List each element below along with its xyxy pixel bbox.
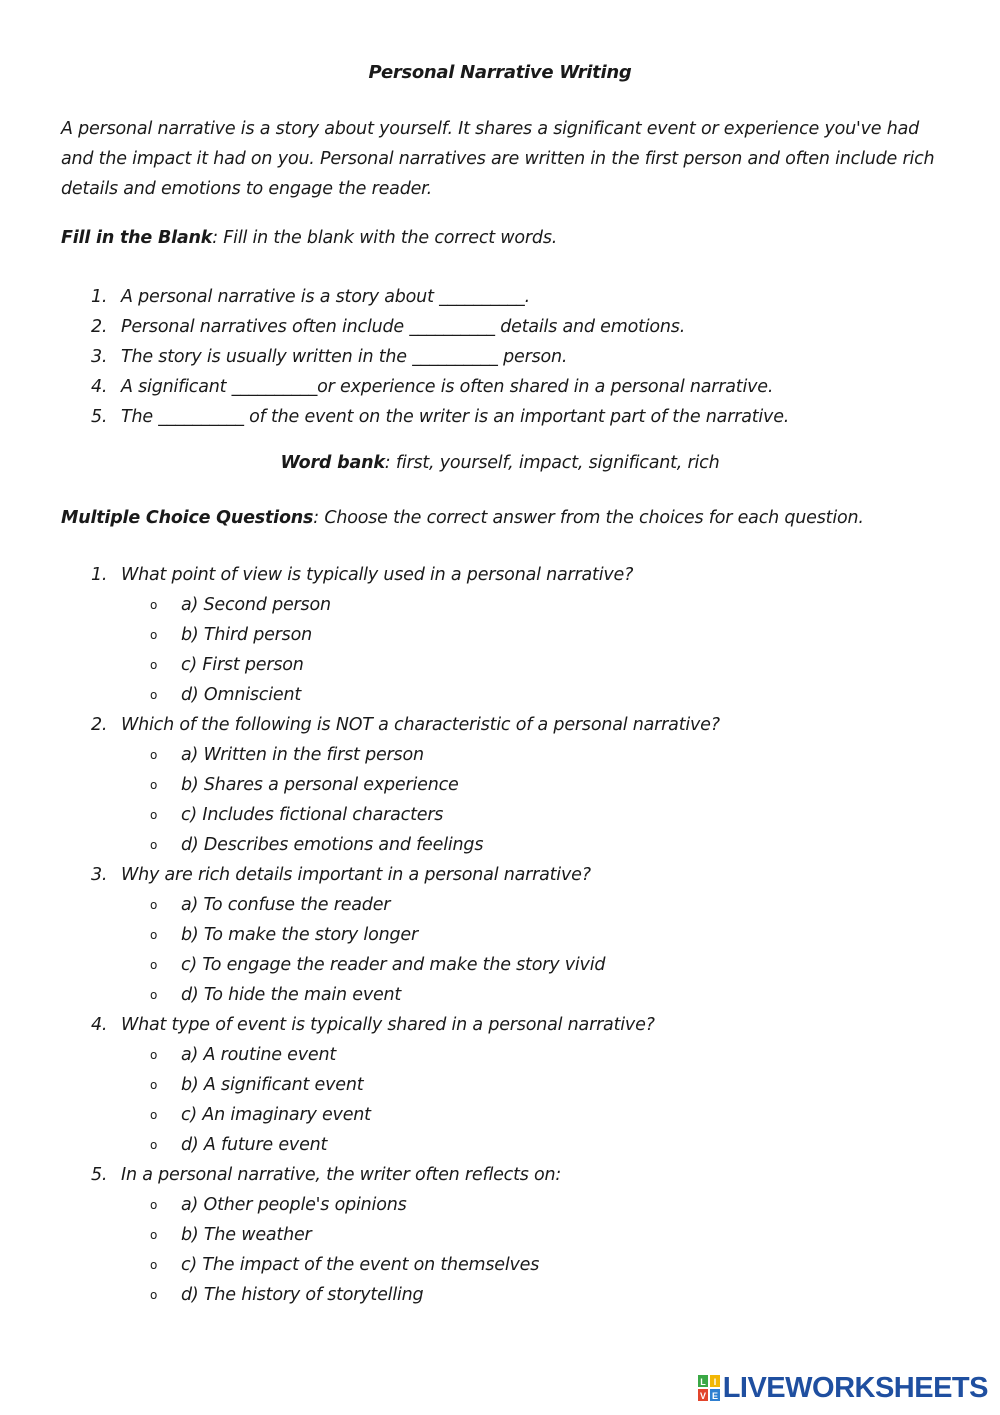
question xyxy=(0,560,1000,590)
question-number: 3. xyxy=(91,865,108,885)
answer-option xyxy=(0,1040,1000,1070)
bullet-circle-icon: o xyxy=(150,628,158,642)
item-number: 2. xyxy=(91,317,108,337)
bullet-circle-icon: o xyxy=(150,1108,158,1122)
logo-letter: E xyxy=(711,1391,718,1401)
answer-option xyxy=(0,830,1000,860)
question-text: What type of event is typically shared in a personal narrative? xyxy=(121,1015,655,1035)
multiple-choice-instruction: : Choose the correct answer from the choices for each question. xyxy=(313,508,864,528)
answer-option-text: b) Third person xyxy=(181,625,312,645)
answer-option-text: a) Other people's opinions xyxy=(181,1195,407,1215)
answer-option xyxy=(0,980,1000,1010)
bullet-circle-icon: o xyxy=(150,838,158,852)
word-bank xyxy=(0,453,1000,473)
word-bank-label: Word bank xyxy=(280,453,385,473)
answer-option xyxy=(0,1190,1000,1220)
page-title: Personal Narrative Writing xyxy=(368,62,632,83)
answer-option-text: d) The history of storytelling xyxy=(181,1285,424,1305)
bullet-circle-icon: o xyxy=(150,928,158,942)
question-text: In a personal narrative, the writer often reflects on: xyxy=(121,1165,562,1185)
fill-in-blank-heading xyxy=(61,228,557,248)
answer-option xyxy=(0,770,1000,800)
question xyxy=(0,1160,1000,1190)
word-bank-words: : first, yourself, impact, significant, rich xyxy=(384,453,720,473)
answer-option xyxy=(0,1280,1000,1310)
answer-option-text: d) To hide the main event xyxy=(181,985,402,1005)
bullet-circle-icon: o xyxy=(150,598,158,612)
answer-option-text: d) Describes emotions and feelings xyxy=(181,835,484,855)
question xyxy=(0,1010,1000,1040)
answer-option-text: c) The impact of the event on themselves xyxy=(181,1255,540,1275)
question xyxy=(0,860,1000,890)
answer-option-text: c) First person xyxy=(181,655,304,675)
answer-option xyxy=(0,740,1000,770)
multiple-choice-list xyxy=(0,560,1000,1310)
bullet-circle-icon: o xyxy=(150,1258,158,1272)
bullet-circle-icon: o xyxy=(150,1288,158,1302)
answer-option-text: c) To engage the reader and make the story vivid xyxy=(181,955,606,975)
answer-option xyxy=(0,620,1000,650)
item-number: 1. xyxy=(91,287,108,307)
answer-option xyxy=(0,680,1000,710)
answer-option-text: a) Written in the first person xyxy=(181,745,424,765)
answer-option-text: a) To confuse the reader xyxy=(181,895,391,915)
multiple-choice-heading xyxy=(61,508,864,528)
fill-in-blank-title: Fill in the Blank xyxy=(61,228,213,248)
fill-in-blank-item xyxy=(0,312,1000,342)
item-text: A significant __________or experience is often shared in a personal narrative. xyxy=(121,377,774,397)
answer-option xyxy=(0,950,1000,980)
bullet-circle-icon: o xyxy=(150,1078,158,1092)
question-number: 1. xyxy=(91,565,108,585)
answer-option xyxy=(0,890,1000,920)
fill-in-blank-item xyxy=(0,402,1000,432)
item-number: 5. xyxy=(91,407,108,427)
question-number: 4. xyxy=(91,1015,108,1035)
answer-option-text: c) An imaginary event xyxy=(181,1105,371,1125)
bullet-circle-icon: o xyxy=(150,748,158,762)
answer-option-text: a) Second person xyxy=(181,595,331,615)
answer-option-text: b) Shares a personal experience xyxy=(181,775,459,795)
bullet-circle-icon: o xyxy=(150,958,158,972)
multiple-choice-title: Multiple Choice Questions xyxy=(61,508,314,528)
item-number: 3. xyxy=(91,347,108,367)
bullet-circle-icon: o xyxy=(150,1198,158,1212)
logo-letter: L xyxy=(699,1377,706,1387)
bullet-circle-icon: o xyxy=(150,988,158,1002)
fill-in-blank-list xyxy=(0,282,1000,432)
question-text: Which of the following is NOT a characteristic of a personal narrative? xyxy=(121,715,720,735)
question xyxy=(0,710,1000,740)
answer-option xyxy=(0,800,1000,830)
answer-option-text: d) Omniscient xyxy=(181,685,301,705)
question-text: What point of view is typically used in a personal narrative? xyxy=(121,565,634,585)
fill-in-blank-item xyxy=(0,282,1000,312)
answer-option-text: d) A future event xyxy=(181,1135,328,1155)
bullet-circle-icon: o xyxy=(150,898,158,912)
logo-letter: V xyxy=(699,1391,706,1401)
logo-letter: I xyxy=(713,1377,716,1387)
liveworksheets-brand xyxy=(698,1371,988,1405)
answer-option-text: c) Includes fictional characters xyxy=(181,805,444,825)
bullet-circle-icon: o xyxy=(150,688,158,702)
answer-option-text: b) The weather xyxy=(181,1225,312,1245)
question-text: Why are rich details important in a personal narrative? xyxy=(121,865,591,885)
answer-option-text: b) To make the story longer xyxy=(181,925,418,945)
answer-option-text: b) A significant event xyxy=(181,1075,364,1095)
item-text: Personal narratives often include __________ details and emotions. xyxy=(121,317,686,337)
answer-option xyxy=(0,1250,1000,1280)
answer-option-text: a) A routine event xyxy=(181,1045,337,1065)
answer-option xyxy=(0,1100,1000,1130)
liveworksheets-logo-icon xyxy=(698,1375,720,1401)
bullet-circle-icon: o xyxy=(150,1228,158,1242)
intro-paragraph: A personal narrative is a story about yourself. It shares a significant event or experience you've had and the impact it had on you. Personal narratives are written in the first person and often include rich details and emotions to engage the reader. xyxy=(61,119,935,199)
answer-option xyxy=(0,1070,1000,1100)
item-text: The __________ of the event on the writer is an important part of the narrative. xyxy=(121,407,790,427)
bullet-circle-icon: o xyxy=(150,778,158,792)
answer-option xyxy=(0,920,1000,950)
question-number: 2. xyxy=(91,715,108,735)
bullet-circle-icon: o xyxy=(150,1138,158,1152)
answer-option xyxy=(0,1130,1000,1160)
liveworksheets-brand-text: LIVEWORKSHEETS xyxy=(722,1371,988,1404)
answer-option xyxy=(0,1220,1000,1250)
item-text: A personal narrative is a story about __________. xyxy=(121,287,530,307)
item-number: 4. xyxy=(91,377,108,397)
question-number: 5. xyxy=(91,1165,108,1185)
bullet-circle-icon: o xyxy=(150,808,158,822)
bullet-circle-icon: o xyxy=(150,658,158,672)
answer-option xyxy=(0,650,1000,680)
fill-in-blank-item xyxy=(0,372,1000,402)
item-text: The story is usually written in the __________ person. xyxy=(121,347,568,367)
fill-in-blank-instruction: : Fill in the blank with the correct words. xyxy=(212,228,558,248)
fill-in-blank-item xyxy=(0,342,1000,372)
bullet-circle-icon: o xyxy=(150,1048,158,1062)
answer-option xyxy=(0,590,1000,620)
